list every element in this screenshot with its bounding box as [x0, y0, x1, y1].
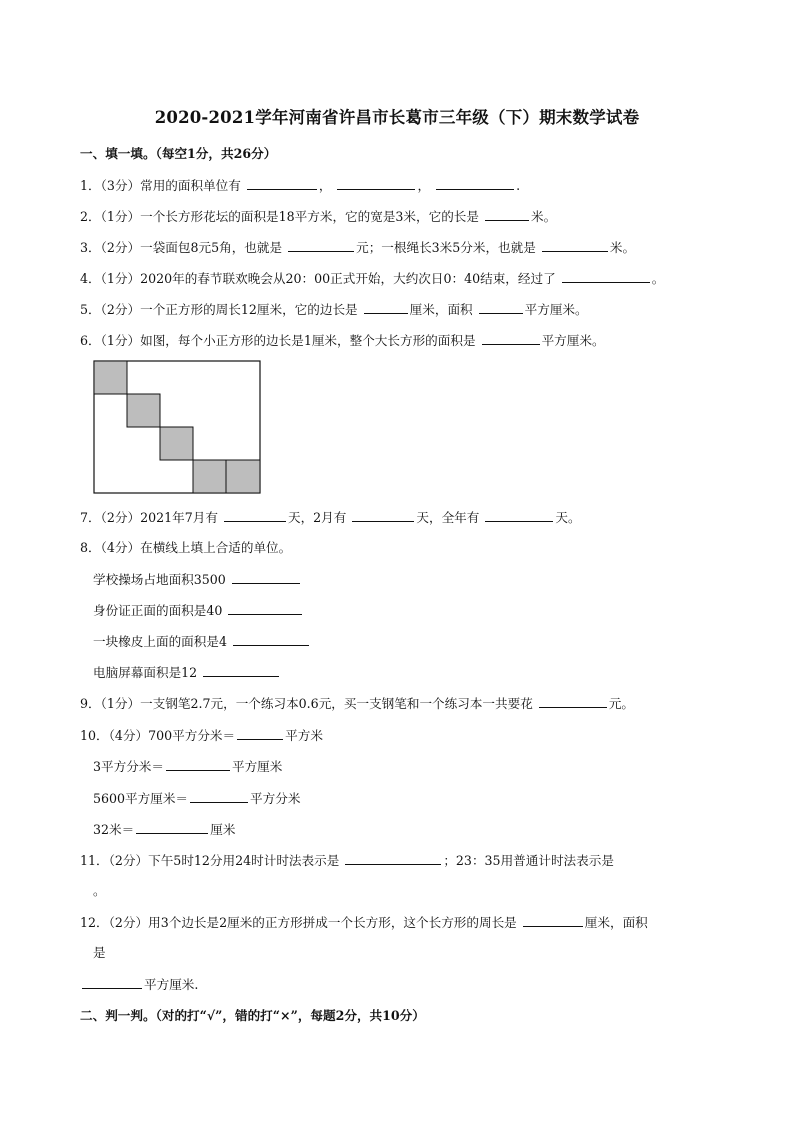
small-square: [193, 460, 226, 493]
q12-text: 12．（2分）用3个边长是2厘米的正方形拼成一个长方形，这个长方形的周长是: [80, 915, 517, 930]
section-heading-fill: 一、填一填。（每空1分，共26分）: [80, 146, 277, 161]
q8-blank[interactable]: [232, 571, 300, 584]
q8-item: [93, 571, 302, 588]
q1-text: 1．（3分）常用的面积单位有: [80, 178, 241, 193]
q6-blank[interactable]: [482, 332, 540, 345]
q3-blank-1[interactable]: [288, 239, 354, 252]
q7-blank-1[interactable]: [224, 509, 286, 522]
q1-end: .: [516, 178, 521, 193]
question-1: [80, 177, 520, 194]
q5-blank-2[interactable]: [479, 301, 523, 314]
question-10: [80, 727, 323, 744]
q8-item: [93, 664, 281, 681]
q2-blank[interactable]: [485, 208, 529, 221]
question-5: [80, 301, 588, 318]
q4-blank[interactable]: [562, 270, 650, 283]
q8-item-text: 身份证正面的面积是40: [93, 603, 223, 618]
q6-text: 6．（1分）如图，每个小正方形的边长是1厘米，整个大长方形的面积是: [80, 333, 476, 348]
q10-unit: 平方厘米: [231, 759, 283, 774]
q5-unit: 平方厘米。: [524, 302, 588, 317]
q10-line-2: [93, 758, 282, 775]
small-square: [226, 460, 260, 493]
q9-blank[interactable]: [539, 695, 607, 708]
q3-unit: 米。: [609, 240, 636, 255]
q8-blank[interactable]: [228, 602, 302, 615]
small-square: [94, 361, 127, 394]
q10-line-3: [93, 790, 300, 807]
q10-blank-2[interactable]: [166, 758, 230, 771]
small-square: [160, 427, 193, 460]
q3-mid: 元；一根绳长3米5分米，也就是: [356, 240, 536, 255]
q7-text: 7．（2分）2021年7月有: [80, 510, 218, 525]
q3-text: 3．（2分）一袋面包8元5角，也就是: [80, 240, 283, 255]
q8-blank[interactable]: [233, 633, 309, 646]
small-square: [127, 394, 160, 427]
q7-mid: 天，2月有: [287, 510, 347, 525]
q1-sep: ，: [318, 178, 332, 193]
q5-blank-1[interactable]: [364, 301, 408, 314]
q10-line-4: [93, 821, 235, 838]
question-7: [80, 509, 581, 526]
question-2: [80, 208, 556, 225]
question-9: [80, 695, 634, 712]
q7-mid: 天，全年有: [416, 510, 480, 525]
question-8: 8．（4分）在横线上填上合适的单位。: [80, 540, 292, 555]
q1-blank-2[interactable]: [337, 177, 415, 190]
q3-blank-2[interactable]: [542, 239, 608, 252]
page-title: 2020-2021学年河南省许昌市长葛市三年级（下）期末数学试卷: [154, 108, 640, 127]
q12-blank-1[interactable]: [523, 914, 583, 927]
q10-text: 5600平方厘米＝: [93, 791, 189, 806]
question-11: [80, 852, 614, 869]
q1-sep: ，: [417, 178, 431, 193]
q9-text: 9．（1分）一支钢笔2.7元，一个练习本0.6元，买一支钢笔和一个练习本一共要花: [80, 696, 533, 711]
q10-blank-3[interactable]: [190, 790, 248, 803]
question-3: [80, 239, 635, 256]
q10-unit: 平方分米: [250, 791, 301, 806]
q12-blank-2[interactable]: [82, 976, 142, 989]
q5-text: 5．（2分）一个正方形的周长12厘米，它的边长是: [80, 302, 358, 317]
q6-unit: 平方厘米。: [541, 333, 605, 348]
q4-text: 4．（1分）2020年的春节联欢晚会从20：00正式开始，大约次日0：40结束，经过了: [80, 271, 556, 286]
q12-unit: 平方厘米.: [144, 977, 199, 992]
q10-blank-1[interactable]: [237, 727, 283, 740]
q11-tail: 。: [93, 883, 106, 898]
section-heading-judge: 二、判一判。（对的打“√”，错的打“×”，每题2分，共10分）: [80, 1008, 425, 1023]
q8-blank[interactable]: [203, 664, 279, 677]
q7-unit: 天。: [555, 510, 581, 525]
q2-text: 2．（1分）一个长方形花坛的面积是18平方米，它的宽是3米，它的长是: [80, 209, 479, 224]
q12-wrap: 是: [93, 945, 106, 960]
q10-text: 10．（4分）700平方分米＝: [80, 728, 236, 743]
q10-text: 3平方分米＝: [93, 759, 164, 774]
question-4: [80, 270, 664, 287]
q7-blank-3[interactable]: [485, 509, 553, 522]
q8-item-text: 学校操场占地面积3500: [93, 572, 226, 587]
q11-blank-1[interactable]: [345, 852, 441, 865]
grid-rectangle-figure: [93, 360, 263, 496]
question-6: [80, 332, 605, 349]
q8-item-text: 一块橡皮上面的面积是4: [93, 634, 227, 649]
q4-end: 。: [651, 271, 665, 286]
q11-text: 11．（2分）下午5时12分用24时计时法表示是: [80, 853, 340, 868]
q8-item-text: 电脑屏幕面积是12: [93, 665, 198, 680]
q11-text-2: ；23：35用普通计时法表示是: [443, 853, 614, 868]
q1-blank-1[interactable]: [247, 177, 317, 190]
q12-line-3: [80, 976, 198, 993]
q10-unit: 平方米: [285, 728, 323, 743]
q1-blank-3[interactable]: [436, 177, 514, 190]
q7-blank-2[interactable]: [352, 509, 414, 522]
q2-unit: 米。: [531, 209, 557, 224]
q10-unit: 厘米: [210, 822, 236, 837]
q10-text: 32米＝: [93, 822, 135, 837]
q8-item: [93, 602, 304, 619]
q12-mid: 厘米，面积: [584, 915, 648, 930]
q5-mid: 厘米，面积: [409, 302, 473, 317]
q8-item: [93, 633, 311, 650]
question-12: [80, 914, 648, 931]
q10-blank-4[interactable]: [136, 821, 208, 834]
q9-unit: 元。: [608, 696, 634, 711]
